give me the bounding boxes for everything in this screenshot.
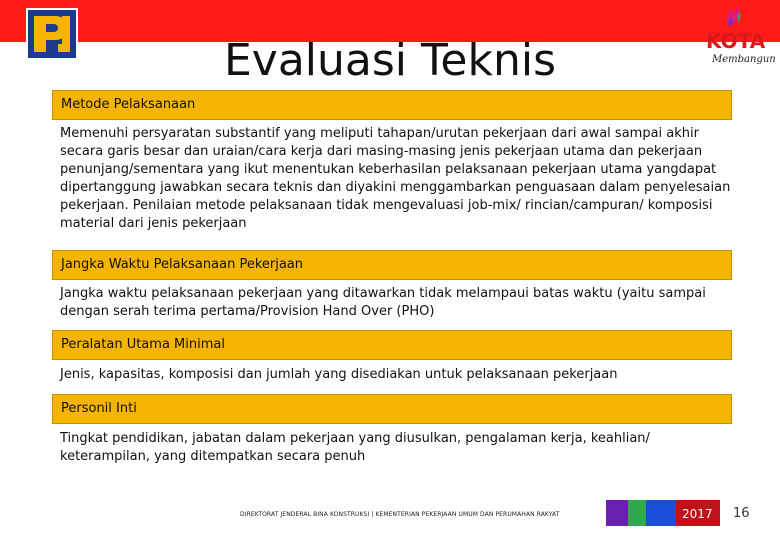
section-body-metode: Memenuhi persyaratan substantif yang meliputi tahapan/urutan pekerjaan dari awal sampai akhir secara garis besar dan uraian/cara kerja dari masing-masing jenis pekerjaan utama dan pekerjaan penunjang/sementara yang ikut menentukan keberhasilan pelaksanaan pekerjaan utama yangdapat dipertanggung jawabkan secara teknis dan diyakini menggambarkan penguasaan dalam penyelesaian pekerjaan. Penilaian metode pelaksanaan tidak mengevaluasi job-mix/ rincian/campuran/ komposisi material dari jenis pekerjaan (60, 126, 731, 231)
footer-color-strip-blue (646, 500, 676, 526)
section-body-peralatan: Jenis, kapasitas, komposisi dan jumlah yang disediakan untuk pelaksanaan pekerjaan (60, 367, 618, 382)
footer-color-strip-purple (606, 500, 628, 526)
page-number: 16 (733, 506, 750, 521)
section-body-personil: Tingkat pendidikan, jabatan dalam pekerjaan yang diusulkan, pengalaman kerja, keahlian/ keterampilan, yang ditempatkan secara penuh (60, 431, 650, 464)
footer-color-strip-green (628, 500, 646, 526)
section-heading-metode: Metode Pelaksanaan (52, 90, 732, 120)
page-title: Evaluasi Teknis (224, 35, 556, 86)
logo-right-subtext: Membangun (712, 54, 776, 65)
footer-text: DIREKTORAT JENDERAL BINA KONSTRUKSI | KEMENTERIAN PEKERJAAN UMUM DAN PERUMAHAN RAKYAT (240, 511, 560, 518)
section-heading-jangka-waktu: Jangka Waktu Pelaksanaan Pekerjaan (52, 250, 732, 280)
section-heading-personil: Personil Inti (52, 394, 732, 424)
section-heading-peralatan: Peralatan Utama Minimal (52, 330, 732, 360)
footer-year: 2017 (682, 507, 713, 521)
section-body-jangka-waktu: Jangka waktu pelaksanaan pekerjaan yang ditawarkan tidak melampaui batas waktu (yaitu sampai dengan serah terima pertama/Provision Hand Over (PHO) (60, 286, 706, 319)
logo-right-text: KOTA (706, 29, 766, 53)
